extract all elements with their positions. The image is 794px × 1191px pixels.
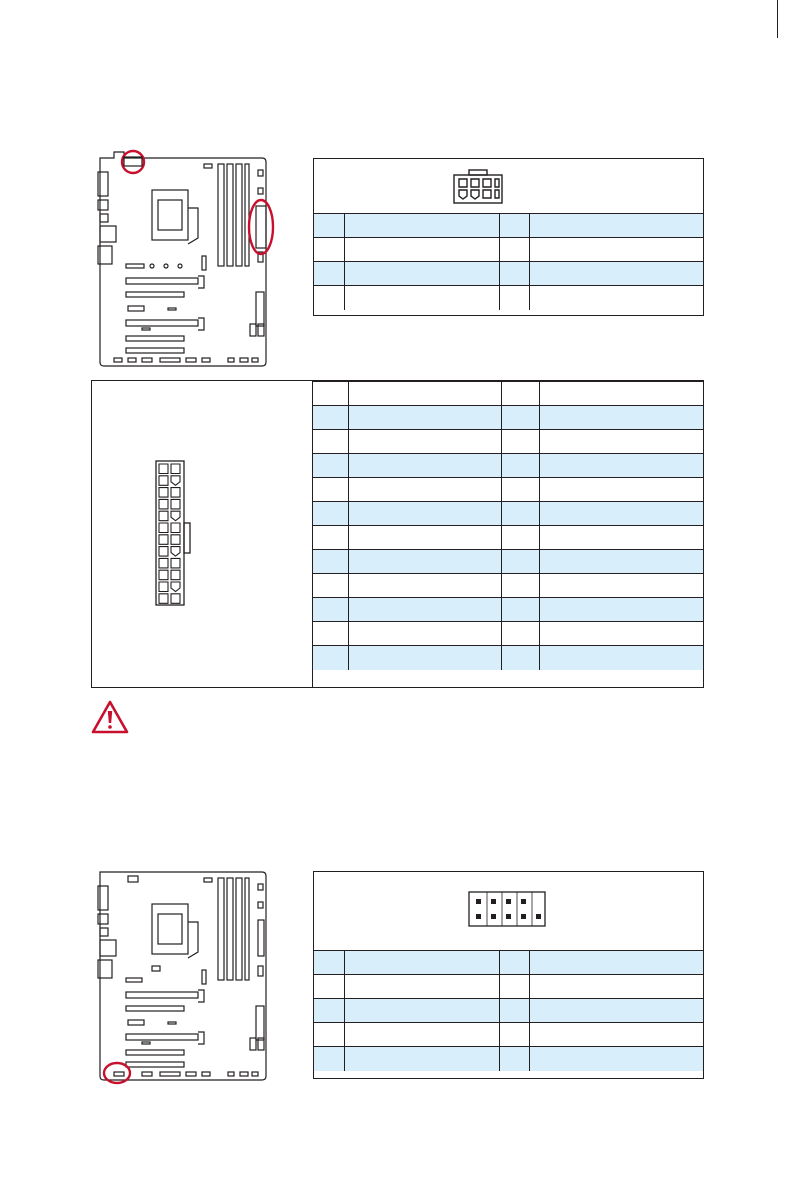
pin-row [314,238,703,262]
signal-a-cell [348,526,501,550]
signal-b-cell [539,622,703,646]
signal-a-cell [348,622,501,646]
signal-a-cell [344,1047,499,1071]
pin-b-cell [501,622,539,646]
connector-pin [159,594,168,604]
8pin-connector-icon [451,167,505,205]
signal-b-cell [529,951,703,975]
connector-pin [171,499,180,509]
header-pin [491,899,496,904]
signal-a-cell [348,430,501,454]
signal-a-cell [348,502,501,526]
signal-a-cell [344,238,499,262]
motherboard-diagram-bottom [94,862,284,1088]
signal-a-cell [348,406,501,430]
signal-b-cell [539,430,703,454]
pin-b-cell [501,406,539,430]
pin-a-cell [313,598,348,622]
signal-a-cell [348,574,501,598]
signal-b-cell [539,646,703,670]
crop-mark [777,0,778,38]
signal-a-cell [344,951,499,975]
pin-a-cell [314,286,344,310]
pin-a-cell [313,550,348,574]
front-panel-pin-table [314,950,703,1071]
connector-pin [159,523,168,533]
signal-a-cell [348,550,501,574]
connector-pin [171,558,180,568]
front-panel-panel [313,871,704,1079]
pin-b-cell [501,454,539,478]
signal-a-cell [344,262,499,286]
signal-a-cell [344,286,499,310]
motherboard-diagram-top [94,148,284,370]
pin-b-cell [501,574,539,598]
pin-row [313,598,703,622]
pin-row [314,286,703,310]
signal-b-cell [539,382,703,406]
signal-a-cell [348,382,501,406]
pin-a-cell [313,454,348,478]
signal-b-cell [529,286,703,310]
pin-row [314,1047,703,1071]
pin-row [313,574,703,598]
pin-row [313,454,703,478]
signal-b-cell [529,999,703,1023]
connector-pin [159,511,168,521]
pin-b-cell [499,975,529,999]
header-pin [476,914,481,919]
pin-b-cell [499,999,529,1023]
warning-icon [91,699,129,735]
pin-a-cell [313,526,348,550]
signal-b-cell [539,406,703,430]
signal-a-cell [348,454,501,478]
pin-a-cell [314,1023,344,1047]
connector-pin [159,499,168,509]
pin-a-cell [314,975,344,999]
pin-b-cell [501,430,539,454]
pin-b-cell [501,646,539,670]
header-pin [506,914,511,919]
cpu-power-panel [313,158,704,316]
signal-b-cell [539,526,703,550]
pin-a-cell [313,622,348,646]
pin-row [313,550,703,574]
pin-b-cell [501,502,539,526]
pin-a-cell [314,999,344,1023]
connector-pin [159,582,168,592]
pin-b-cell [499,286,529,310]
header-pin [536,914,541,919]
connector-pin [159,464,168,474]
pin-row [314,214,703,238]
signal-b-cell [539,478,703,502]
connector-pin [171,570,180,580]
pin-a-cell [314,1047,344,1071]
pin-a-cell [314,262,344,286]
connector-pin [159,570,168,580]
pin-b-cell [501,598,539,622]
signal-b-cell [529,975,703,999]
pin-row [313,430,703,454]
signal-b-cell [539,454,703,478]
signal-b-cell [539,550,703,574]
pin-row [314,975,703,999]
pin-row [313,526,703,550]
signal-a-cell [344,1023,499,1047]
connector-pin [159,476,168,486]
pin-b-cell [499,238,529,262]
pin-b-cell [499,262,529,286]
signal-a-cell [348,478,501,502]
pin-b-cell [501,478,539,502]
pin-b-cell [501,526,539,550]
pin-b-cell [501,550,539,574]
24pin-connector-icon [154,459,194,609]
signal-a-cell [348,598,501,622]
signal-a-cell [344,975,499,999]
pin-row [313,406,703,430]
pin-a-cell [313,646,348,670]
pin-a-cell [314,214,344,238]
pin-a-cell [314,951,344,975]
connector-pin [171,594,180,604]
signal-a-cell [344,999,499,1023]
signal-b-cell [529,214,703,238]
atx-power-pin-table [313,381,703,670]
connector-pin [171,535,180,545]
pin-row [314,999,703,1023]
pin-row [313,478,703,502]
pin-b-cell [499,951,529,975]
signal-b-cell [539,502,703,526]
pin-row [313,502,703,526]
atx-power-panel [91,380,704,688]
pin-a-cell [314,238,344,262]
header-pin [476,899,481,904]
pin-row [313,622,703,646]
connector-pin [159,535,168,545]
pin-a-cell [313,382,348,406]
signal-a-cell [344,214,499,238]
pin-a-cell [313,430,348,454]
connector-pin [159,488,168,498]
pin-row [314,951,703,975]
connector-pin [159,558,168,568]
connector-pin [171,511,180,521]
signal-b-cell [529,238,703,262]
connector-pin [171,488,180,498]
pin-b-cell [501,382,539,406]
header-pin [521,899,526,904]
pin-a-cell [313,574,348,598]
connector-pin [159,547,168,557]
pin-a-cell [313,478,348,502]
signal-b-cell [539,574,703,598]
signal-b-cell [539,598,703,622]
pin-row [313,382,703,406]
pin-a-cell [313,502,348,526]
pin-row [314,262,703,286]
pin-b-cell [499,1023,529,1047]
signal-b-cell [529,1047,703,1071]
connector-pin [171,464,180,474]
connector-pin [171,476,180,486]
pin-b-cell [499,214,529,238]
cpu-power-pin-table [314,213,703,310]
connector-pin [171,523,180,533]
connector-pin [171,582,180,592]
header-pin [506,899,511,904]
pin-row [314,1023,703,1047]
connector-pin [171,547,180,557]
signal-b-cell [529,262,703,286]
10pin-header-icon [467,890,547,928]
signal-b-cell [529,1023,703,1047]
header-pin [521,914,526,919]
pin-b-cell [499,1047,529,1071]
pin-a-cell [313,406,348,430]
signal-a-cell [348,646,501,670]
header-pin [491,914,496,919]
pin-row [313,646,703,670]
